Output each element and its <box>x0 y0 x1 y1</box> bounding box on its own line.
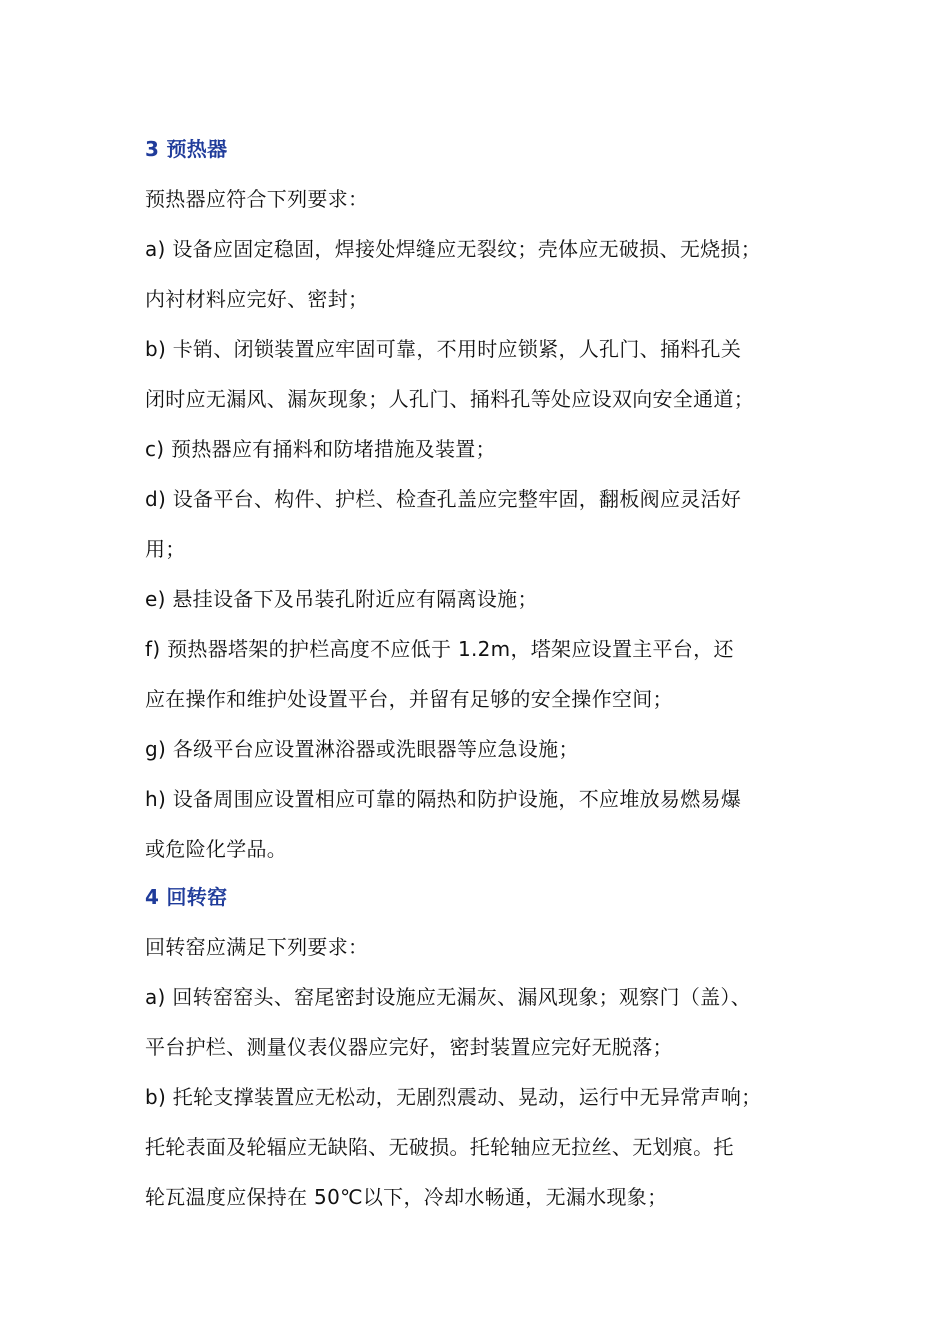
section-4-heading: 4 回转窑 <box>145 885 228 909</box>
section-4-line-3: b) 托轮支撑装置应无松动，无剧烈震动、晃动，运行中无异常声响； <box>145 1085 762 1109</box>
section-3-line-10: 应在操作和维护处设置平台，并留有足够的安全操作空间； <box>145 687 673 711</box>
section-3-heading: 3 预热器 <box>145 137 228 161</box>
section-3-line-5: c) 预热器应有捅料和防堵措施及装置； <box>145 437 496 461</box>
section-4-line-2: 平台护栏、测量仪表仪器应完好，密封装置应完好无脱落； <box>145 1035 673 1059</box>
section-3-line-8: e) 悬挂设备下及吊装孔附近应有隔离设施； <box>145 587 538 611</box>
section-3-line-12: h) 设备周围应设置相应可靠的隔热和防护设施，不应堆放易燃易爆 <box>145 787 742 811</box>
section-3-intro: 预热器应符合下列要求： <box>145 187 369 211</box>
section-3-line-13: 或危险化学品。 <box>145 837 288 861</box>
section-4-line-4: 托轮表面及轮辐应无缺陷、无破损。托轮轴应无拉丝、无划痕。托 <box>145 1135 734 1159</box>
section-3-line-6: d) 设备平台、构件、护栏、检查孔盖应完整牢固，翻板阀应灵活好 <box>145 487 742 511</box>
section-3-line-2: 内衬材料应完好、密封； <box>145 287 369 311</box>
section-3-line-11: g) 各级平台应设置淋浴器或洗眼器等应急设施； <box>145 737 579 761</box>
section-3-line-9: f) 预热器塔架的护栏高度不应低于 1.2m，塔架应设置主平台，还 <box>145 637 734 661</box>
section-3-line-3: b) 卡销、闭锁装置应牢固可靠，不用时应锁紧，人孔门、捅料孔关 <box>145 337 742 361</box>
section-4-line-1: a) 回转窑窑头、窑尾密封设施应无漏灰、漏风现象；观察门（盖）、 <box>145 985 752 1009</box>
section-4-intro: 回转窑应满足下列要求： <box>145 935 369 959</box>
section-3-line-1: a) 设备应固定稳固，焊接处焊缝应无裂纹；壳体应无破损、无烧损； <box>145 237 762 261</box>
section-3-line-7: 用； <box>145 537 186 561</box>
section-4-line-5: 轮瓦温度应保持在 50℃以下，冷却水畅通，无漏水现象； <box>145 1185 668 1209</box>
section-3-line-4: 闭时应无漏风、漏灰现象；人孔门、捅料孔等处应设双向安全通道； <box>145 387 754 411</box>
